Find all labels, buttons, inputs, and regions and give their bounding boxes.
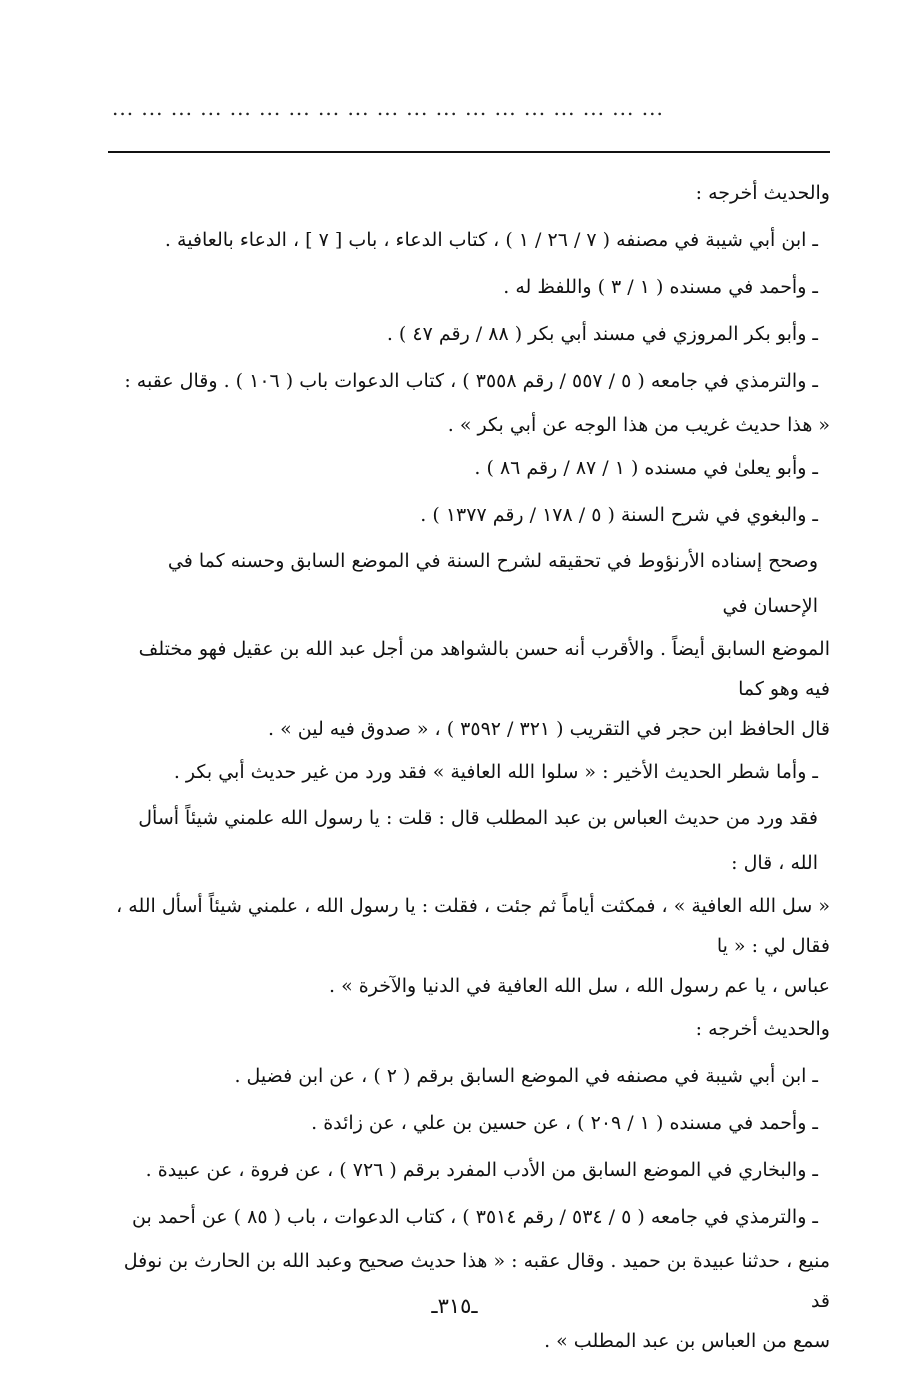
text-line: والحديث أخرجه : — [695, 182, 830, 204]
text-line: الموضع السابق أيضاً . والأقرب أنه حسن بالشواهد من أجل عبد الله بن عقيل فهو مختلف فيه وهو كما — [138, 638, 830, 700]
page-number: ـ٣١٥ـ — [431, 1294, 478, 1318]
text-line: عباس ، يا عم رسول الله ، سل الله العافية في الدنيا والآخرة » . — [329, 975, 830, 997]
text-line: والحديث أخرجه : — [695, 1018, 830, 1040]
text-line: ـ والبخاري في الموضع السابق من الأدب المفرد برقم ( ٧٢٦ ) ، عن فروة ، عن عبيدة . — [145, 1159, 818, 1181]
text-line: سمع من العباس بن عبد المطلب » . — [544, 1330, 830, 1352]
text-line: ـ وأحمد في مسنده ( ١ / ٢٠٩ ) ، عن حسين بن علي ، عن زائدة . — [311, 1112, 818, 1134]
text-line: ـ والبغوي في شرح السنة ( ٥ / ١٧٨ / رقم ١٣٧٧ ) . — [420, 504, 818, 526]
text-line: ـ والترمذي في جامعه ( ٥ / ٥٣٤ / رقم ٣٥١٤ ) ، كتاب الدعوات ، باب ( ٨٥ ) عن أحمد بن — [132, 1206, 818, 1228]
text-line: « هذا حديث غريب من هذا الوجه عن أبي بكر » . — [447, 414, 830, 436]
text-line: ـ ابن أبي شيبة في مصنفه في الموضع السابق برقم ( ٢ ) ، عن ابن فضيل . — [234, 1065, 818, 1087]
text-line: ـ ابن أبي شيبة في مصنفه ( ٧ / ٢٦ / ١ ) ، كتاب الدعاء ، باب [ ٧ ] ، الدعاء بالعافية . — [164, 229, 818, 251]
text-line: ـ وأحمد في مسنده ( ١ / ٣ ) واللفظ له . — [503, 276, 818, 298]
page-body — [108, 170, 830, 1361]
text-line: وصحح إسناده الأرنؤوط في تحقيقه لشرح السنة في الموضع السابق وحسنه كما في الإحسان في — [167, 550, 818, 617]
text-line: ـ وأبو يعلىٰ في مسنده ( ١ / ٨٧ / رقم ٨٦ ) . — [474, 457, 818, 479]
text-line: ـ وأما شطر الحديث الأخير : « سلوا الله العافية » فقد ورد من غير حديث أبي بكر . — [173, 761, 818, 783]
text-line: « سل الله العافية » ، فمكثت أياماً ثم جئت ، فقلت : يا رسول الله ، علمني شيئاً أسأل الله ، فقال لي : « يا — [116, 895, 830, 957]
text-line: قال الحافظ ابن حجر في التقريب ( ٣٢١ / ٣٥٩٢ ) ، « صدوق فيه لين » . — [268, 718, 830, 740]
text-line: ـ وأبو بكر المروزي في مسند أبي بكر ( ٨٨ / رقم ٤٧ ) . — [386, 323, 818, 345]
top-dotted-line: ... ... ... ... ... ... ... ... ... ... ... ... ... ... ... ... ... ... ... — [112, 96, 664, 120]
text-line: فقد ورد من حديث العباس بن عبد المطلب قال : قلت : يا رسول الله علمني شيئاً أسأل الله ، قال : — [138, 807, 818, 874]
header-rule — [108, 151, 830, 153]
text-line: ـ والترمذي في جامعه ( ٥ / ٥٥٧ / رقم ٣٥٥٨ ) ، كتاب الدعوات باب ( ١٠٦ ) . وقال عقبه : — [124, 370, 818, 392]
text-line: منيع ، حدثنا عبيدة بن حميد . وقال عقبه : « هذا حديث صحيح وعبد الله بن الحارث بن نوفل قد — [123, 1250, 830, 1312]
